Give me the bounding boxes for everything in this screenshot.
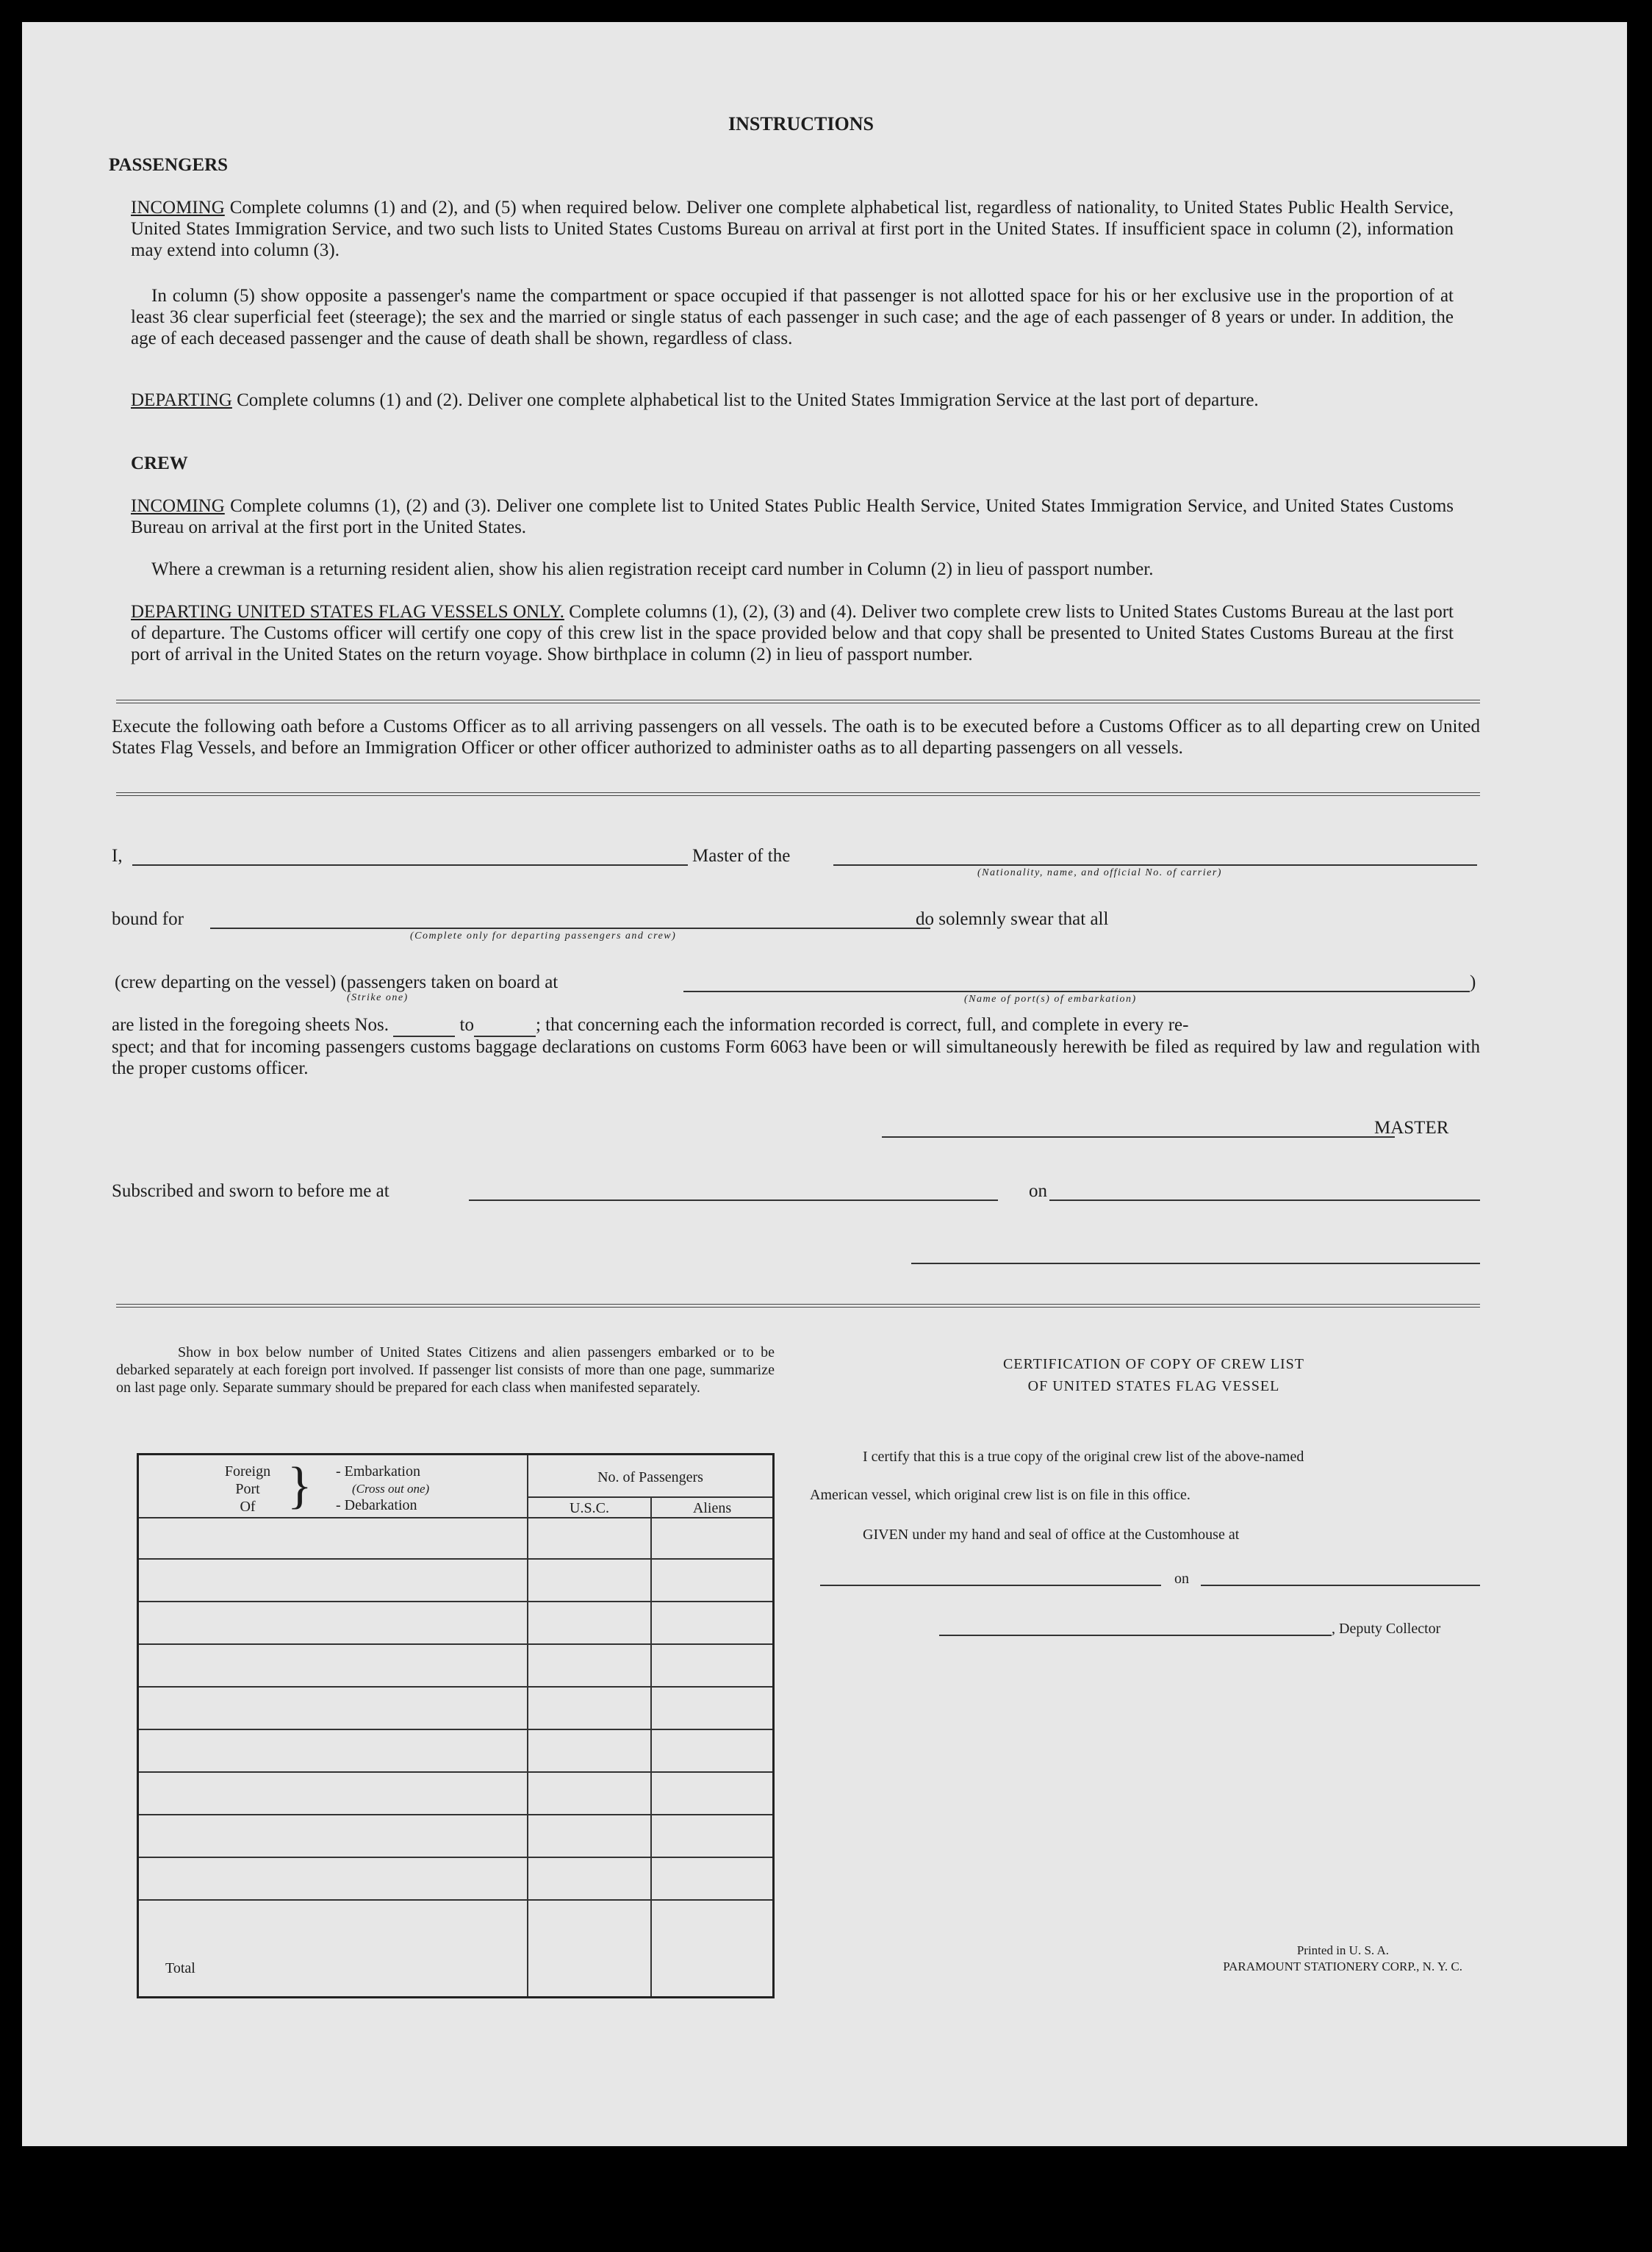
- sworn-on-label: on: [1029, 1181, 1047, 1201]
- passengers-column5-text: In column (5) show opposite a passenger's name the compartment or space occupied if that passenger is not allotted space for his or her exclusive use in the proportion of at least 36 clear superficial feet (steerage); the sex and the married or single status of each passenger in such case; and the age of each passenger of 8 years or under. In addition, the age of each deceased passenger and the cause of death shall be shown, regardless of class.: [131, 286, 1454, 348]
- table-row: [139, 1899, 772, 1901]
- table-divider: [527, 1496, 772, 1498]
- crew-departing-paragraph: [131, 601, 1454, 665]
- sheet-from-field[interactable]: [393, 1014, 455, 1037]
- table-row: [139, 1729, 772, 1730]
- listed-label-c: spect; and that for incoming passengers customs baggage declarations on customs Form 6063 have been or will simultaneously herewith be filed as required by law and regulation with the proper customs officer.: [112, 1037, 1480, 1078]
- certification-title-line1: CERTIFICATION OF COPY OF CREW LIST: [1002, 1356, 1305, 1372]
- no-passengers-header: No. of Passengers: [597, 1469, 703, 1485]
- cert-on-label: on: [1174, 1571, 1189, 1587]
- crew-departing-label: (crew departing on the vessel) (passengers taken on board at: [115, 972, 559, 992]
- listed-label-to: to: [459, 1015, 474, 1035]
- table-divider: [139, 1517, 772, 1518]
- nationality-caption: (Nationality, name, and official No. of carrier): [977, 867, 1222, 878]
- passengers-departing-text: Complete columns (1) and (2). Deliver one complete alphabetical list to the United States Immigration Service at the last port of departure.: [237, 390, 1259, 410]
- crew-incoming-text: Complete columns (1), (2) and (3). Deliver one complete list to United States Public Health Service, United States Immigration Service, and United States Customs Bureau on arrival at the first port in the United States.: [131, 496, 1454, 537]
- passengers-incoming-label: INCOMING: [131, 198, 225, 218]
- form-page: [22, 22, 1627, 2146]
- passengers-incoming-text: Complete columns (1) and (2), and (5) when required below. Deliver one complete alphabetical list, regardless of nationality, to United States Public Health Service, United States Immigration Service, and two such lists to United States Customs Bureau on arrival at first port in the United States. If insufficient space in column (2), information may extend into column (3).: [131, 198, 1454, 260]
- table-row: [139, 1771, 772, 1773]
- brace-symbol: }: [287, 1457, 312, 1514]
- sheets-line: [112, 1014, 1188, 1037]
- oath-intro: Execute the following oath before a Customs Officer as to all arriving passengers on all vessels. The oath is to be executed before a Customs Officer as to all departing crew on United States Flag Vessels, and before an Immigration Officer or other officer authorized to administer oaths as to all departing passengers on all vessels.: [112, 717, 1480, 758]
- table-row: [139, 1686, 772, 1688]
- divider: [116, 700, 1480, 703]
- close-paren: ): [1470, 972, 1476, 992]
- listed-label-b: ; that concerning each the information recorded is correct, full, and complete in every re-: [535, 1015, 1189, 1035]
- page-title: INSTRUCTIONS: [728, 113, 874, 135]
- cross-out-label: (Cross out one): [352, 1482, 430, 1496]
- vessel-text: American vessel, which original crew list is on file in this office.: [810, 1487, 1190, 1503]
- officer-signature-field[interactable]: [911, 1263, 1480, 1264]
- crew-incoming-label: INCOMING: [131, 496, 225, 516]
- passengers-departing-label: DEPARTING: [131, 390, 232, 410]
- ports-caption: (Name of port(s) of embarkation): [964, 994, 1137, 1005]
- port-label: Port: [235, 1481, 260, 1497]
- embarkation-label: - Embarkation: [336, 1463, 420, 1480]
- embarkation-ports-field[interactable]: [683, 991, 1470, 992]
- table-row: [139, 1857, 772, 1858]
- printed-in-label: Printed in U. S. A.: [1296, 1943, 1389, 1957]
- deputy-collector-label: , Deputy Collector: [1332, 1621, 1441, 1637]
- total-label: Total: [165, 1960, 195, 1976]
- master-name-field[interactable]: [132, 864, 688, 866]
- master-label: MASTER: [1374, 1118, 1449, 1138]
- foreign-port-of-header: [218, 1463, 277, 1516]
- sworn-date-field[interactable]: [1049, 1199, 1480, 1201]
- carrier-field[interactable]: [833, 864, 1477, 866]
- passengers-departing-paragraph: [131, 390, 1454, 411]
- aliens-header: Aliens: [692, 1500, 732, 1516]
- debarkation-label: - Debarkation: [336, 1497, 417, 1513]
- deputy-collector-signature-field[interactable]: [939, 1635, 1332, 1636]
- table-row: [139, 1643, 772, 1645]
- oath-i-label: I,: [112, 846, 123, 866]
- foreign-label: Foreign: [224, 1463, 271, 1480]
- bound-for-caption: (Complete only for departing passengers and crew): [410, 930, 677, 942]
- subscribed-label: Subscribed and sworn to before me at: [112, 1181, 389, 1201]
- divider: [116, 1304, 1480, 1308]
- listed-label-a: are listed in the foregoing sheets Nos.: [112, 1015, 389, 1035]
- passengers-incoming-paragraph: [131, 197, 1454, 261]
- table-divider: [527, 1455, 528, 1996]
- certification-title-line2: OF UNITED STATES FLAG VESSEL: [1027, 1378, 1280, 1394]
- table-row: [139, 1558, 772, 1560]
- crew-departing-label: DEPARTING UNITED STATES FLAG VESSELS ONLY.: [131, 602, 564, 622]
- printer-name-label: PARAMOUNT STATIONERY CORP., N. Y. C.: [1223, 1959, 1462, 1973]
- crew-incoming-paragraph: [131, 495, 1454, 538]
- cert-date-field[interactable]: [1201, 1585, 1480, 1586]
- table-row: [139, 1601, 772, 1602]
- table-row: [139, 1814, 772, 1815]
- summary-instructions: Show in box below number of United States Citizens and alien passengers embarked or to be debarked separately at each foreign port involved. If passenger list consists of more than one page, summarize on last page only. Separate summary should be prepared for each class when manifested separately.: [116, 1344, 775, 1396]
- master-of-the-label: Master of the: [692, 846, 791, 866]
- swear-label: do solemnly swear that all: [916, 909, 1109, 929]
- passengers-heading: PASSENGERS: [109, 155, 229, 175]
- bound-for-label: bound for: [112, 909, 184, 929]
- usc-header: U.S.C.: [570, 1500, 609, 1516]
- sheet-to-field[interactable]: [474, 1014, 536, 1037]
- table-divider: [650, 1496, 652, 1996]
- customhouse-field[interactable]: [820, 1585, 1161, 1586]
- passenger-summary-table: [137, 1453, 775, 1998]
- strike-one-caption: (Strike one): [347, 992, 409, 1003]
- crew-heading: CREW: [131, 453, 188, 473]
- of-label: Of: [240, 1499, 256, 1515]
- divider: [116, 792, 1480, 796]
- certify-text: I certify that this is a true copy of the original crew list of the above-named: [863, 1449, 1304, 1465]
- bound-for-field[interactable]: [210, 928, 930, 929]
- sworn-place-field[interactable]: [469, 1199, 998, 1201]
- crew-alien-text: Where a crewman is a returning resident alien, show his alien registration receipt card number in Column (2) in lieu of passport number.: [151, 559, 1154, 579]
- given-text: GIVEN under my hand and seal of office at the Customhouse at: [863, 1527, 1240, 1543]
- master-signature-field[interactable]: [882, 1136, 1395, 1138]
- crew-departing-text: Complete columns (1), (2), (3) and (4). Deliver two complete crew lists to United States Customs Bureau at the last port of departure. The Customs officer will certify one copy of this crew list in the space provided below and that copy shall be presented to United States Customs Bureau at the first port of arrival in the United States on the return voyage. Show birthplace in column (2) in lieu of passport number.: [131, 602, 1454, 664]
